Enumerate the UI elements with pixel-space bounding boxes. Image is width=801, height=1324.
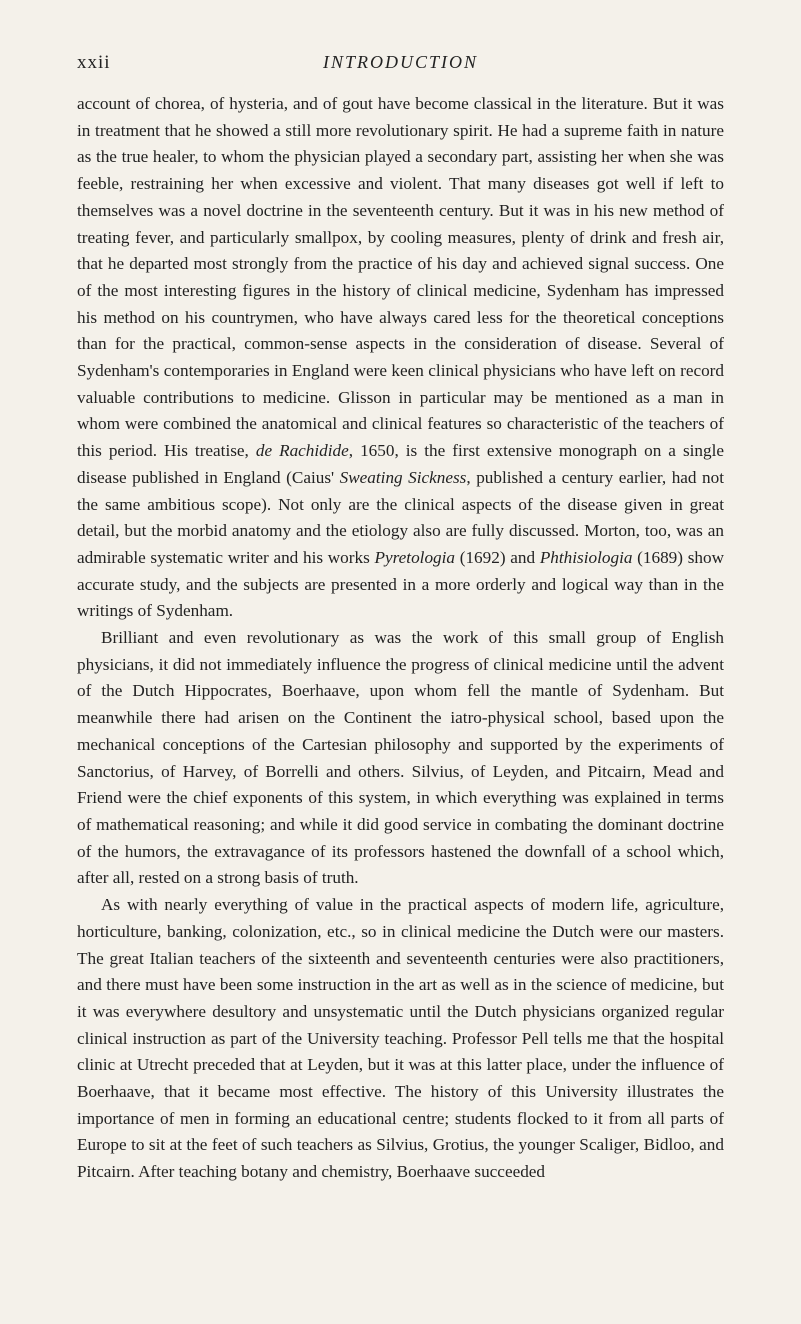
running-title: INTRODUCTION <box>322 52 479 72</box>
italic-title: Sweating Sickness <box>339 467 467 487</box>
text-run: , 1650, is the first extensive monograph on a single disease published in England (Caius' <box>77 441 724 487</box>
text-run: account of chorea, of hysteria, and of gout have become classical in the literature. But it was in treatment that he showed a still more revolutionary spirit. He had a supreme faith in nature as the true healer, to whom the physician played a secondary part, assisting her when she was feeble, restraining her when excessive and violent. That many diseases got well if left to themselves was a novel doctrine in the seventeenth century. But it was in his new method of treating fever, and particularly smallpox, by cooling measures, plenty of drink and fresh air, that he departed most strongly from the practice of his day and achieved signal success. One of the most interesting figures in the history of clinical medicine, Sydenham has impressed his method on his countrymen, who have always cared less for the theoretical conceptions than for the practical, common-sense aspects in the consideration of disease. Several of Sydenham's contemporaries in England were keen clinical physicians who have left on record valuable contributions to medicine. Glisson in particular may be mentioned as a man in whom were combined the anatomical and clinical features so characteristic of the teachers of this period. His treatise, <box>77 94 724 461</box>
text-run: Brilliant and even revolutionary as was the work of this small group of English physicians, it did not immediately influence the progress of clinical medicine until the advent of the Dutch Hippocrates, Boerhaave, upon whom fell the mantle of Sydenham. But meanwhile there had arisen on the Continent the iatro-physical school, based upon the mechanical conceptions of the Cartesian philosophy and supported by the experiments of Sanctorius, of Harvey, of Borrelli and others. Silvius, of Leyden, and Pitcairn, Mead and Friend were the chief exponents of this system, in which everything was explained in terms of mathematical reasoning; and while it did good service in combating the dominant doctrine of the humors, the extravagance of its professors hastened the downfall of a school which, after all, rested on a strong basis of truth. <box>77 628 724 888</box>
paragraph <box>77 91 724 625</box>
page-header <box>77 52 724 82</box>
body-text <box>77 91 724 1186</box>
paragraph <box>77 892 724 1186</box>
text-run: (1689) show accurate study, and the subjects are presented in a more orderly and logical way than in the writings of Sydenham. <box>77 547 724 621</box>
text-run: (1692) and <box>455 547 540 567</box>
italic-title: de Rachidide <box>255 441 349 461</box>
italic-title: Pyretologia <box>374 547 456 567</box>
paragraph <box>77 625 724 892</box>
text-run: , published a century earlier, had not the same ambitious scope). Not only are the clinical aspects of the disease given in great detail, but the morbid anatomy and the etiology also are fully discussed. Morton, too, was an admirable systematic writer and his works <box>77 467 724 567</box>
page-number: xxii <box>77 52 111 73</box>
text-run: As with nearly everything of value in the practical aspects of modern life, agriculture, horticulture, banking, colonization, etc., so in clinical medicine the Dutch were our masters. The great Italian teachers of the sixteenth and seventeenth centuries were also practitioners, and there must have been some instruction in the art as well as in the science of medicine, but it was everywhere desultory and unsystematic until the Dutch physicians organized regular clinical instruction as part of the University teaching. Professor Pell tells me that the hospital clinic at Utrecht preceded that at Leyden, but it was at this latter place, under the influence of Boerhaave, that it became most effective. The history of this University illustrates the importance of men in forming an educational centre; students flocked to it from all parts of Europe to sit at the feet of such teachers as Silvius, Grotius, the younger Scaliger, Bidloo, and Pitcairn. After teaching botany and chemistry, Boerhaave succeeded <box>77 895 724 1182</box>
italic-title: Phthisiologia <box>539 547 633 567</box>
